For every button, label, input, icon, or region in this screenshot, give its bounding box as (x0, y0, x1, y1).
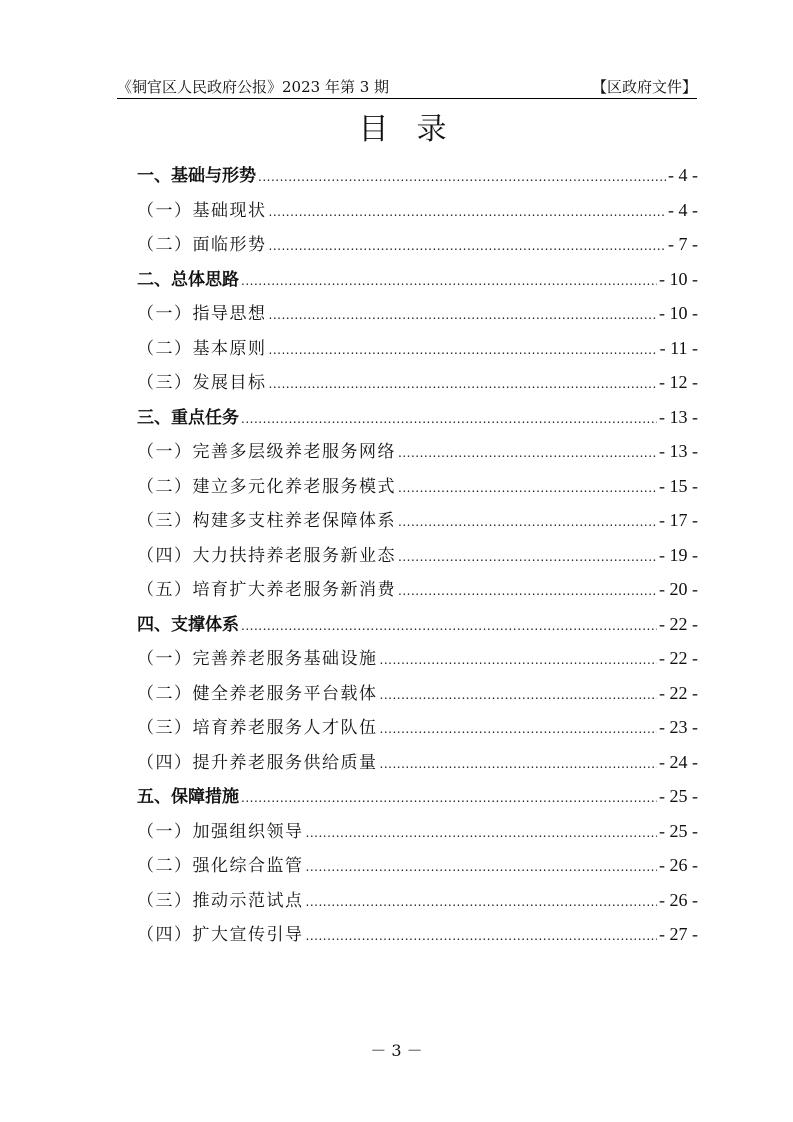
toc-subsection-entry[interactable] (137, 919, 698, 949)
toc-entry-label: （四）大力扶持养老服务新业态 (137, 545, 396, 566)
toc-entry-page: - 11 - (659, 337, 698, 358)
toc-entry-page: - 4 - (668, 165, 698, 185)
toc-entry-page: - 10 - (659, 303, 698, 323)
toc-entry-page: - 22 - (659, 613, 698, 634)
page-title: 目录 (358, 112, 475, 147)
header-section: 【区政府文件】 (591, 78, 697, 96)
toc-section-entry[interactable] (137, 781, 698, 811)
toc-dot-leader (269, 369, 658, 399)
toc-section-entry[interactable] (137, 264, 698, 294)
toc-dot-leader (380, 714, 658, 744)
toc-entry-label: 三、重点任务 (137, 407, 239, 428)
toc-entry-label: （一）基础现状 (137, 200, 267, 221)
toc-dot-leader (258, 162, 666, 192)
toc-entry-label: （三）推动示范试点 (137, 890, 304, 911)
toc-subsection-entry[interactable] (137, 850, 698, 880)
toc-dot-leader (241, 783, 657, 813)
header-publication: 《铜官区人民政府公报》2023 年第 3 期 (117, 78, 390, 96)
toc-dot-leader (306, 818, 658, 848)
toc-entry-page: - 17 - (659, 510, 698, 530)
toc-subsection-entry[interactable] (137, 540, 698, 570)
toc-dot-leader (269, 300, 658, 330)
toc-entry-page: - 15 - (659, 475, 698, 496)
toc-entry-label: 四、支撑体系 (137, 614, 239, 635)
toc-dot-leader (398, 542, 657, 572)
toc-entry-page: - 25 - (659, 786, 698, 806)
toc-section-entry[interactable] (137, 160, 698, 190)
toc-entry-page: - 22 - (659, 648, 698, 668)
toc-entry-label: （四）提升养老服务供给质量 (137, 752, 378, 773)
toc-subsection-entry[interactable] (137, 505, 698, 535)
toc-dot-leader (380, 680, 658, 710)
toc-entry-label: （五）培育扩大养老服务新消费 (137, 580, 396, 600)
toc-subsection-entry[interactable] (137, 298, 698, 328)
toc-dot-leader (306, 852, 658, 882)
toc-subsection-entry[interactable] (137, 678, 698, 708)
toc-subsection-entry[interactable] (137, 195, 698, 225)
toc-dot-leader (398, 507, 657, 537)
toc-entry-page: - 19 - (659, 544, 698, 565)
toc-dot-leader (398, 438, 657, 468)
toc-entry-label: 二、总体思路 (137, 269, 239, 290)
toc-section-entry[interactable] (137, 402, 698, 432)
toc-dot-leader (269, 197, 667, 227)
toc-entry-label: （二）强化综合监管 (137, 856, 304, 876)
toc-entry-label: （三）培育养老服务人才队伍 (137, 718, 378, 738)
toc-entry-page: - 25 - (659, 820, 698, 841)
toc-dot-leader (241, 404, 657, 434)
toc-subsection-entry[interactable] (137, 885, 698, 915)
toc-entry-page: - 12 - (659, 372, 698, 392)
toc-entry-label: （二）基本原则 (137, 338, 267, 359)
toc-subsection-entry[interactable] (137, 367, 698, 397)
toc-entry-label: （二）面临形势 (137, 235, 267, 255)
toc-section-entry[interactable] (137, 609, 698, 639)
toc-dot-leader (306, 887, 658, 917)
toc-dot-leader (398, 473, 657, 503)
toc-dot-leader (380, 645, 658, 675)
toc-dot-leader (269, 231, 667, 261)
toc-entry-label: （四）扩大宣传引导 (137, 925, 304, 945)
toc-entry-page: - 13 - (659, 441, 698, 461)
toc-entry-label: 五、保障措施 (137, 787, 239, 807)
toc-entry-page: - 24 - (659, 751, 698, 772)
toc-entry-page: - 10 - (659, 268, 698, 289)
toc-entry-label: （三）发展目标 (137, 373, 267, 393)
toc-subsection-entry[interactable] (137, 643, 698, 673)
toc-dot-leader (241, 611, 657, 641)
toc-entry-label: （一）指导思想 (137, 304, 267, 324)
toc-subsection-entry[interactable] (137, 712, 698, 742)
toc-entry-label: （一）完善多层级养老服务网络 (137, 442, 396, 462)
toc-entry-page: - 4 - (668, 199, 698, 220)
toc-dot-leader (269, 335, 658, 365)
toc-entry-page: - 7 - (668, 234, 698, 254)
toc-dot-leader (306, 921, 658, 951)
toc-entry-page: - 13 - (659, 406, 698, 427)
toc-subsection-entry[interactable] (137, 436, 698, 466)
toc-subsection-entry[interactable] (137, 816, 698, 846)
toc-entry-label: （二）健全养老服务平台载体 (137, 683, 378, 704)
toc-entry-page: - 22 - (659, 682, 698, 703)
toc-subsection-entry[interactable] (137, 471, 698, 501)
toc-entry-page: - 26 - (659, 889, 698, 910)
toc-entry-page: - 26 - (659, 855, 698, 875)
toc-entry-label: （一）加强组织领导 (137, 821, 304, 842)
page-number: － 3 － (370, 1041, 423, 1060)
toc-subsection-entry[interactable] (137, 229, 698, 259)
toc-entry-label: 一、基础与形势 (137, 166, 256, 186)
toc-dot-leader (398, 576, 657, 606)
toc-entry-page: - 27 - (659, 924, 698, 944)
toc-entry-page: - 23 - (659, 717, 698, 737)
toc-subsection-entry[interactable] (137, 574, 698, 604)
toc-entry-label: （三）构建多支柱养老保障体系 (137, 511, 396, 531)
toc-subsection-entry[interactable] (137, 333, 698, 363)
toc-subsection-entry[interactable] (137, 747, 698, 777)
toc-entry-page: - 20 - (659, 579, 698, 599)
toc-dot-leader (241, 266, 657, 296)
toc-dot-leader (380, 749, 658, 779)
toc-entry-label: （一）完善养老服务基础设施 (137, 649, 378, 669)
toc-entry-label: （二）建立多元化养老服务模式 (137, 476, 396, 497)
page-header (117, 76, 697, 99)
